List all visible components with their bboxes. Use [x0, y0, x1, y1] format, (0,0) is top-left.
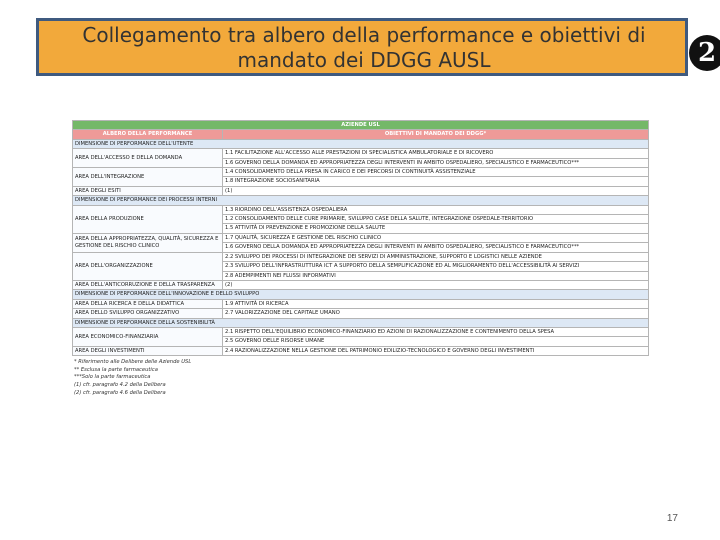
area-integrazione: AREA DELL'INTEGRAZIONE — [73, 168, 223, 187]
objective-esiti-ref: (1) — [223, 186, 649, 195]
footnote: * Riferimento alle Delibere delle Aziende USL — [74, 359, 192, 366]
table-row — [73, 327, 649, 336]
footnote: (1) cfr. paragrafo 4.2 della Delibera — [74, 381, 166, 388]
footnote: ***Solo la parte farmaceutica — [74, 374, 151, 381]
table-row — [73, 299, 649, 308]
footnote: (2) cfr. paragrafo 4.6 della Delibera — [74, 389, 166, 396]
objective-2-5: 2.5 GOVERNO DELLE RISORSE UMANE — [223, 337, 649, 346]
dimension-row — [73, 196, 649, 205]
embedded-document — [72, 120, 648, 397]
table-row — [73, 168, 649, 177]
objective-1-6-bis: 1.6 GOVERNO DELLA DOMANDA ED APPROPRIATEZZA DEGLI INTERVENTI IN AMBITO OSPEDALIERO, SPECIALISTICO E FARMACEUTICO*** — [223, 243, 649, 252]
table-row — [73, 280, 649, 289]
footnote: ** Esclusa la parte farmaceutica — [74, 366, 158, 373]
performance-table — [72, 120, 649, 356]
area-accesso: AREA DELL'ACCESSO E DELLA DOMANDA — [73, 149, 223, 168]
area-ricerca: AREA DELLA RICERCA E DELLA DIDATTICA — [73, 299, 223, 308]
objective-2-8: 2.8 ADEMPIMENTI NEI FLUSSI INFORMATIVI — [223, 271, 649, 280]
slide-number-badge: 2 — [689, 35, 720, 71]
area-anticorruzione: AREA DELL'ANTICORRUZIONE E DELLA TRASPARENZA — [73, 280, 223, 289]
objective-1-9: 1.9 ATTIVITÀ DI RICERCA — [223, 299, 649, 308]
dimension-row — [73, 290, 649, 299]
objective-1-1: 1.1 FACILITAZIONE ALL'ACCESSO ALLE PRESTAZIONI DI SPECIALISTICA AMBULATORIALE E DI RICOVERO — [223, 149, 649, 158]
area-sviluppo-organizzativo: AREA DELLO SVILUPPO ORGANIZZATIVO — [73, 309, 223, 318]
dimension-processi: DIMENSIONE DI PERFORMANCE DEI PROCESSI INTERNI — [73, 196, 649, 205]
title-line-1: Collegamento tra albero della performance e obiettivi di — [82, 23, 646, 47]
page-number: 17 — [666, 513, 678, 524]
table-row — [73, 252, 649, 261]
table-row — [73, 233, 649, 242]
objective-2-2: 2.2 SVILUPPO DEI PROCESSI DI INTEGRAZIONE DEI SERVIZI DI AMMINISTRAZIONE, SUPPORTO E LOGISTICI NELLE AZIENDE — [223, 252, 649, 261]
area-investimenti: AREA DEGLI INVESTIMENTI — [73, 346, 223, 355]
table-header-row — [73, 130, 649, 139]
objective-2-4: 2.4 RAZIONALIZZAZIONE NELLA GESTIONE DEL PATRIMONIO EDILIZIO-TECNOLOGICO E GOVERNO DEGLI INVESTIMENTI — [223, 346, 649, 355]
title-line-2: mandato dei DDGG AUSL — [237, 48, 491, 72]
area-produzione: AREA DELLA PRODUZIONE — [73, 205, 223, 233]
area-esiti: AREA DEGLI ESITI — [73, 186, 223, 195]
slide-title — [79, 23, 649, 73]
table-row — [73, 346, 649, 355]
table-row — [73, 309, 649, 318]
objective-2-3: 2.3 SVILUPPO DELL'INFRASTRUTTURA ICT A SUPPORTO DELLA SEMPLIFICAZIONE ED AL MIGLIORAMENTO DELL'ACCESSIBILITÀ AI SERVIZI — [223, 262, 649, 271]
slide-title-box — [36, 18, 717, 76]
area-appropriatezza-line-1: AREA DELLA APPROPRIATEZZA, QUALITÀ, SICUREZZA E — [75, 235, 219, 242]
area-organizzazione: AREA DELL'ORGANIZZAZIONE — [73, 252, 223, 280]
objective-1-3: 1.3 RIORDINO DELL'ASSISTENZA OSPEDALIERA — [223, 205, 649, 214]
dimension-row — [73, 318, 649, 327]
table-row — [73, 149, 649, 158]
table-header-row — [73, 121, 649, 130]
objective-2-1: 2.1 RISPETTO DELL'EQUILIBRIO ECONOMICO-FINANZIARIO ED AZIONI DI RAZIONALIZZAZIONE E CONTENIMENTO DELLA SPESA — [223, 327, 649, 336]
header-aziende-usl: AZIENDE USL — [73, 121, 649, 130]
dimension-utente: DIMENSIONE DI PERFORMANCE DELL'UTENTE — [73, 139, 649, 148]
dimension-innovazione: DIMENSIONE DI PERFORMANCE DELL'INNOVAZIONE E DELLO SVILUPPO — [73, 290, 649, 299]
objective-1-8: 1.8 INTEGRAZIONE SOCIOSANITARIA — [223, 177, 649, 186]
header-obiettivi: OBIETTIVI DI MANDATO DEI DDGG* — [223, 130, 649, 139]
dimension-row — [73, 139, 649, 148]
objective-anticorruzione-ref: (2) — [223, 280, 649, 289]
dimension-sostenibilita: DIMENSIONE DI PERFORMANCE DELLA SOSTENIBILITÀ — [73, 318, 649, 327]
objective-1-5: 1.5 ATTIVITÀ DI PREVENZIONE E PROMOZIONE DELLA SALUTE — [223, 224, 649, 233]
area-appropriatezza — [73, 233, 223, 252]
objective-1-6: 1.6 GOVERNO DELLA DOMANDA ED APPROPRIATEZZA DEGLI INTERVENTI IN AMBITO OSPEDALIERO, SPECIALISTICO E FARMACEUTICO*** — [223, 158, 649, 167]
footnotes — [72, 359, 648, 397]
objective-2-7: 2.7 VALORIZZAZIONE DEL CAPITALE UMANO — [223, 309, 649, 318]
objective-1-2: 1.2 CONSOLIDAMENTO DELLE CURE PRIMARIE, SVILUPPO CASE DELLA SALUTE, INTEGRAZIONE OSPEDALE-TERRITORIO — [223, 215, 649, 224]
header-albero: ALBERO DELLA PERFORMANCE — [73, 130, 223, 139]
objective-1-7: 1.7 QUALITÀ, SICUREZZA E GESTIONE DEL RISCHIO CLINICO — [223, 233, 649, 242]
objective-1-4: 1.4 CONSOLIDAMENTO DELLA PRESA IN CARICO E DEI PERCORSI DI CONTINUITÀ ASSISTENZIALE — [223, 168, 649, 177]
table-row — [73, 186, 649, 195]
table-row — [73, 205, 649, 214]
area-economico-finanziaria: AREA ECONOMICO-FINANZIARIA — [73, 327, 223, 346]
area-appropriatezza-line-2: GESTIONE DEL RISCHIO CLINICO — [75, 242, 160, 249]
